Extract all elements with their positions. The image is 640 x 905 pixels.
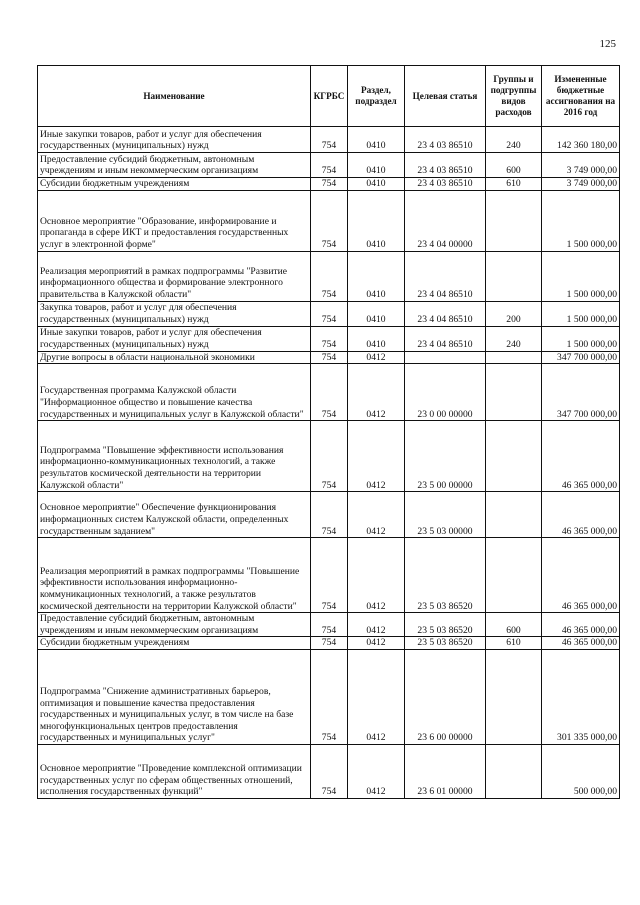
row-section: 0410 — [348, 127, 405, 153]
row-target: 23 5 03 86520 — [405, 637, 486, 650]
row-group: 200 — [486, 301, 542, 326]
row-kgrbs: 754 — [311, 538, 348, 613]
column-header-name: Наименование — [38, 66, 311, 127]
row-amount: 1 500 000,00 — [542, 190, 620, 251]
row-section: 0410 — [348, 153, 405, 178]
column-header-group: Группы и подгруппы видов расходов — [486, 66, 542, 127]
table-row — [38, 538, 620, 613]
row-kgrbs: 754 — [311, 251, 348, 301]
row-amount: 1 500 000,00 — [542, 251, 620, 301]
table-row — [38, 421, 620, 492]
row-target: 23 6 00 00000 — [405, 649, 486, 744]
row-target: 23 4 04 00000 — [405, 190, 486, 251]
table-row — [38, 301, 620, 326]
row-amount: 347 700 000,00 — [542, 351, 620, 364]
row-kgrbs: 754 — [311, 127, 348, 153]
table-row — [38, 351, 620, 364]
table-row — [38, 492, 620, 538]
row-target: 23 4 03 86510 — [405, 127, 486, 153]
row-section: 0410 — [348, 301, 405, 326]
row-target: 23 4 03 86510 — [405, 178, 486, 191]
table-row — [38, 364, 620, 421]
row-target: 23 5 03 86520 — [405, 613, 486, 637]
row-group: 240 — [486, 326, 542, 351]
row-amount: 46 365 000,00 — [542, 637, 620, 650]
row-target: 23 5 03 86520 — [405, 538, 486, 613]
column-header-kgrbs: КГРБС — [311, 66, 348, 127]
table-row — [38, 251, 620, 301]
row-target: 23 0 00 00000 — [405, 364, 486, 421]
row-amount: 301 335 000,00 — [542, 649, 620, 744]
row-group: 610 — [486, 637, 542, 650]
row-name: Предоставление субсидий бюджетным, автономным учреждениям и иным некоммерческим организациям — [38, 613, 311, 637]
row-kgrbs: 754 — [311, 364, 348, 421]
row-group — [486, 351, 542, 364]
row-group — [486, 421, 542, 492]
table-row — [38, 190, 620, 251]
budget-table — [37, 65, 620, 799]
row-section: 0412 — [348, 364, 405, 421]
row-kgrbs: 754 — [311, 421, 348, 492]
row-name: Основное мероприятие" Обеспечение функционирования информационных систем Калужской области, определенных государственным заданием" — [38, 492, 311, 538]
row-group: 600 — [486, 613, 542, 637]
row-target: 23 4 03 86510 — [405, 153, 486, 178]
row-name: Государственная программа Калужской области "Информационное общество и повышение качества государственных и муниципальных услуг в Калужской области" — [38, 364, 311, 421]
row-group — [486, 744, 542, 798]
row-name: Реализация мероприятий в рамках подпрограммы "Повышение эффективности использования информационно-коммуникационных технологий, а также результатов космической деятельности на территории Калужской области" — [38, 538, 311, 613]
row-name: Закупка товаров, работ и услуг для обеспечения государственных (муниципальных) нужд — [38, 301, 311, 326]
table-row — [38, 744, 620, 798]
row-name: Иные закупки товаров, работ и услуг для обеспечения государственных (муниципальных) нужд — [38, 127, 311, 153]
row-group — [486, 649, 542, 744]
row-amount: 142 360 180,00 — [542, 127, 620, 153]
table-row — [38, 649, 620, 744]
row-amount: 347 700 000,00 — [542, 364, 620, 421]
row-section: 0410 — [348, 251, 405, 301]
row-name: Субсидии бюджетным учреждениям — [38, 178, 311, 191]
row-kgrbs: 754 — [311, 613, 348, 637]
column-header-section: Раздел, подраздел — [348, 66, 405, 127]
table-header-row — [38, 66, 620, 127]
row-name: Основное мероприятие "Образование, информирование и пропаганда в сфере ИКТ и предоставления государственных услуг в электронной форме" — [38, 190, 311, 251]
row-amount: 500 000,00 — [542, 744, 620, 798]
page-number: 125 — [599, 38, 616, 50]
column-header-target: Целевая статья — [405, 66, 486, 127]
row-kgrbs: 754 — [311, 637, 348, 650]
table-row — [38, 326, 620, 351]
row-section: 0412 — [348, 538, 405, 613]
table-row — [38, 153, 620, 178]
row-group — [486, 190, 542, 251]
column-header-amount: Измененные бюджетные ассигнования на 2016 год — [542, 66, 620, 127]
row-amount: 46 365 000,00 — [542, 421, 620, 492]
row-kgrbs: 754 — [311, 190, 348, 251]
row-group — [486, 251, 542, 301]
row-amount: 46 365 000,00 — [542, 613, 620, 637]
row-target: 23 4 04 86510 — [405, 301, 486, 326]
row-amount: 3 749 000,00 — [542, 153, 620, 178]
row-kgrbs: 754 — [311, 649, 348, 744]
row-kgrbs: 754 — [311, 326, 348, 351]
row-amount: 1 500 000,00 — [542, 301, 620, 326]
row-group: 240 — [486, 127, 542, 153]
row-group — [486, 492, 542, 538]
row-amount: 46 365 000,00 — [542, 538, 620, 613]
row-kgrbs: 754 — [311, 492, 348, 538]
row-kgrbs: 754 — [311, 301, 348, 326]
row-amount: 46 365 000,00 — [542, 492, 620, 538]
row-name: Подпрограмма "Повышение эффективности использования информационно-коммуникационных технологий, а также результатов космической деятельности на территории Калужской области" — [38, 421, 311, 492]
row-section: 0410 — [348, 178, 405, 191]
row-target: 23 6 01 00000 — [405, 744, 486, 798]
table-row — [38, 178, 620, 191]
table-row — [38, 613, 620, 637]
row-name: Иные закупки товаров, работ и услуг для обеспечения государственных (муниципальных) нужд — [38, 326, 311, 351]
row-section: 0410 — [348, 190, 405, 251]
row-amount: 3 749 000,00 — [542, 178, 620, 191]
row-section: 0412 — [348, 637, 405, 650]
row-section: 0412 — [348, 351, 405, 364]
row-section: 0412 — [348, 421, 405, 492]
row-group: 610 — [486, 178, 542, 191]
row-target — [405, 351, 486, 364]
row-section: 0412 — [348, 492, 405, 538]
row-amount: 1 500 000,00 — [542, 326, 620, 351]
row-target: 23 4 04 86510 — [405, 251, 486, 301]
row-kgrbs: 754 — [311, 153, 348, 178]
row-name: Реализация мероприятий в рамках подпрограммы "Развитие информационного общества и формирование электронного правительства в Калужской области" — [38, 251, 311, 301]
row-target: 23 4 04 86510 — [405, 326, 486, 351]
row-target: 23 5 00 00000 — [405, 421, 486, 492]
row-group — [486, 538, 542, 613]
row-kgrbs: 754 — [311, 178, 348, 191]
row-kgrbs: 754 — [311, 351, 348, 364]
table-row — [38, 637, 620, 650]
row-target: 23 5 03 00000 — [405, 492, 486, 538]
row-section: 0412 — [348, 649, 405, 744]
row-group — [486, 364, 542, 421]
row-group: 600 — [486, 153, 542, 178]
table-row — [38, 127, 620, 153]
row-name: Основное мероприятие "Проведение комплексной оптимизации государственных услуг по сферам общественных отношений, исполнения государственных функций" — [38, 744, 311, 798]
row-section: 0410 — [348, 326, 405, 351]
row-name: Предоставление субсидий бюджетным, автономным учреждениям и иным некоммерческим организациям — [38, 153, 311, 178]
row-name: Субсидии бюджетным учреждениям — [38, 637, 311, 650]
row-section: 0412 — [348, 613, 405, 637]
row-section: 0412 — [348, 744, 405, 798]
row-name: Подпрограмма "Снижение административных барьеров, оптимизация и повышение качества предоставления государственных и муниципальных услуг, в том числе на базе многофункциональных центров предоставления государственных и муниципальных услуг" — [38, 649, 311, 744]
row-kgrbs: 754 — [311, 744, 348, 798]
row-name: Другие вопросы в области национальной экономики — [38, 351, 311, 364]
